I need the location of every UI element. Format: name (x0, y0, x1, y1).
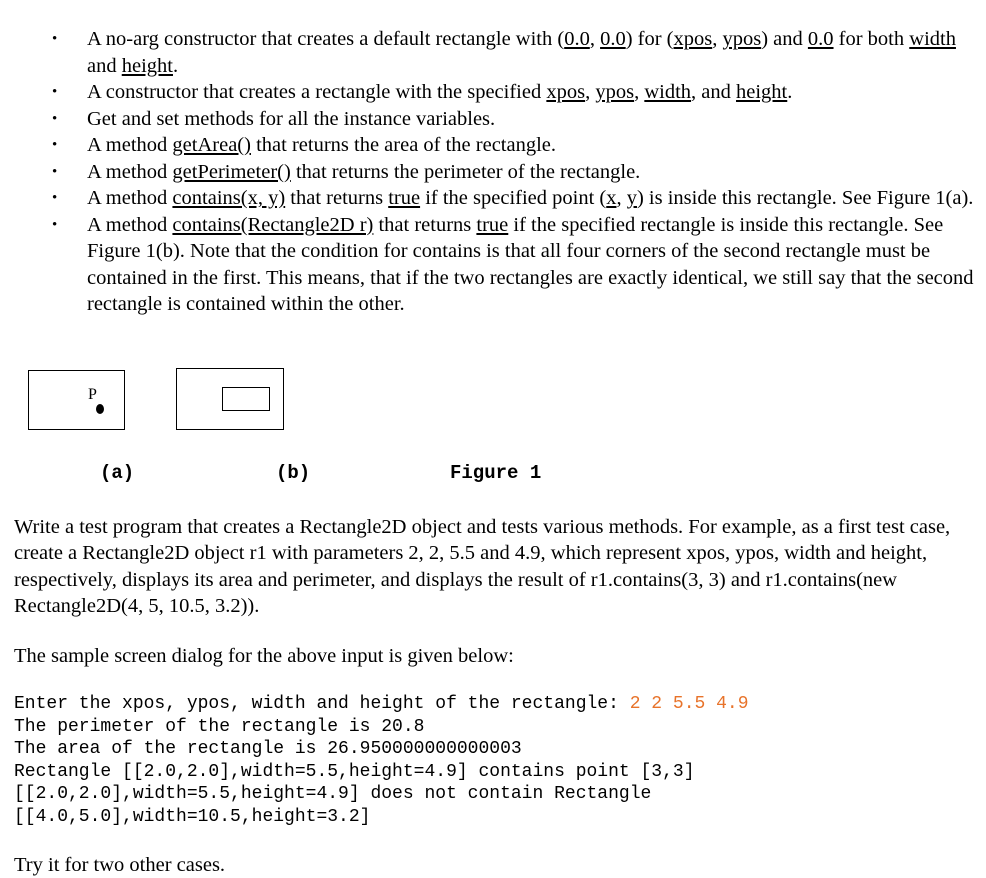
underlined-term: true (476, 213, 509, 236)
bullet-get-area (0, 132, 986, 159)
underlined-term: ypos (722, 28, 762, 50)
text: , (585, 81, 596, 103)
underlined-term: x (606, 187, 617, 209)
text: , (616, 187, 627, 209)
text: A method (87, 134, 173, 156)
bullet-glyph: • (52, 110, 58, 127)
sample-console-output (14, 693, 749, 829)
text: , (589, 28, 601, 50)
underlined-term: width (644, 81, 692, 103)
closing-instruction: Try it for two other cases. (14, 854, 226, 876)
text: A method (87, 187, 173, 209)
bullet-glyph: • (52, 216, 58, 233)
text: that returns the area of the rectangle. (250, 134, 557, 156)
point-label: P (88, 386, 97, 403)
underlined-term: width (909, 28, 956, 50)
figure-b-outer-rectangle (176, 368, 284, 430)
bullet-get-perimeter (0, 159, 986, 186)
console-line: The area of the rectangle is 26.950000000000003 (14, 739, 522, 760)
bullet-contains-point (0, 185, 986, 212)
underlined-term: contains(x, y) (172, 187, 286, 209)
requirements-list (0, 26, 986, 318)
text: , (712, 28, 723, 50)
bullet-glyph: • (52, 31, 58, 47)
point-dot (96, 404, 104, 414)
figure-a-rectangle (28, 370, 125, 430)
underlined-term: contains(Rectangle2D r) (172, 213, 374, 236)
console-line: [[2.0,2.0],width=5.5,height=4.9] does not contain Rectangle (14, 784, 652, 805)
bullet-param-constructor (0, 79, 986, 106)
text: ) is inside this rectangle. See Figure 1(a). (636, 187, 974, 209)
text: that returns (285, 187, 389, 209)
bullet-glyph: • (52, 137, 58, 153)
test-program-paragraph: Write a test program that creates a Rectangle2D object and tests various methods. For example, as a first test case, create a Rectangle2D object r1 with parameters 2, 2, 5.5 and 4.9, which represent xpos, ypos, width and height, respectively, displays its area and perimeter, and displays the result of r1.contains(3, 3) and r1.contains(new Rectangle2D(4, 5, 10.5, 3.2)). (14, 516, 951, 617)
console-user-input: 2 2 5.5 4.9 (629, 694, 749, 714)
underlined-term: height (736, 81, 788, 103)
text: , and (691, 81, 737, 103)
bullet-glyph: • (52, 163, 58, 180)
figure-caption-b: (b) (276, 462, 311, 484)
text: that returns the perimeter of the rectangle. (290, 160, 641, 183)
text: for both (833, 28, 910, 50)
text: A method (87, 160, 173, 183)
console-line: [[4.0,5.0],width=10.5,height=3.2] (14, 806, 371, 827)
figure-caption-a: (a) (100, 462, 135, 484)
console-line: The perimeter of the rectangle is 20.8 (14, 716, 425, 737)
underlined-term: true (388, 187, 421, 209)
text: A method (87, 213, 173, 236)
text: ) for ( (625, 28, 674, 50)
bullet-contains-rectangle (0, 212, 986, 318)
text: ) and (761, 28, 808, 50)
console-prompt: Enter the xpos, ypos, width and height of the rectangle: (14, 694, 630, 714)
text: that returns (373, 213, 477, 236)
underlined-term: xpos (673, 28, 713, 50)
bullet-get-set (0, 106, 986, 133)
text: . (172, 54, 179, 77)
underlined-term: height (121, 54, 173, 77)
text: Get and set methods for all the instance variables. (87, 107, 496, 130)
underlined-term: xpos (546, 81, 586, 103)
underlined-term: 0.0 (807, 28, 834, 50)
text: . (787, 81, 793, 103)
console-line: Rectangle [[2.0,2.0],width=5.5,height=4.9] contains point [3,3] (14, 761, 695, 782)
bullet-glyph: • (52, 84, 58, 100)
bullet-default-constructor (0, 26, 986, 79)
text: if the specified rectangle is inside this rectangle. See Figure 1(b). Note that the condition for contains is that all four corners of the second rectangle must be contained in the first. This means, that if the two rectangles are exactly identical, we still say that the second rectangle is contained within the other. (87, 213, 974, 315)
text: A no-arg constructor that creates a default rectangle with ( (87, 28, 565, 50)
text: if the specified point ( (420, 187, 607, 209)
underlined-term: getPerimeter() (172, 160, 291, 183)
underlined-term: ypos (595, 81, 635, 103)
bullet-glyph: • (52, 190, 58, 206)
underlined-term: 0.0 (600, 28, 626, 50)
underlined-term: 0.0 (564, 28, 590, 50)
sample-dialog-intro: The sample screen dialog for the above input is given below: (14, 645, 514, 667)
underlined-term: y (626, 187, 637, 209)
text: A constructor that creates a rectangle with the specified (87, 81, 547, 103)
figure-b-inner-rectangle (222, 387, 270, 411)
text: and (87, 54, 122, 77)
figure-caption-title: Figure 1 (450, 462, 542, 484)
text: , (634, 81, 645, 103)
underlined-term: getArea() (172, 134, 251, 156)
